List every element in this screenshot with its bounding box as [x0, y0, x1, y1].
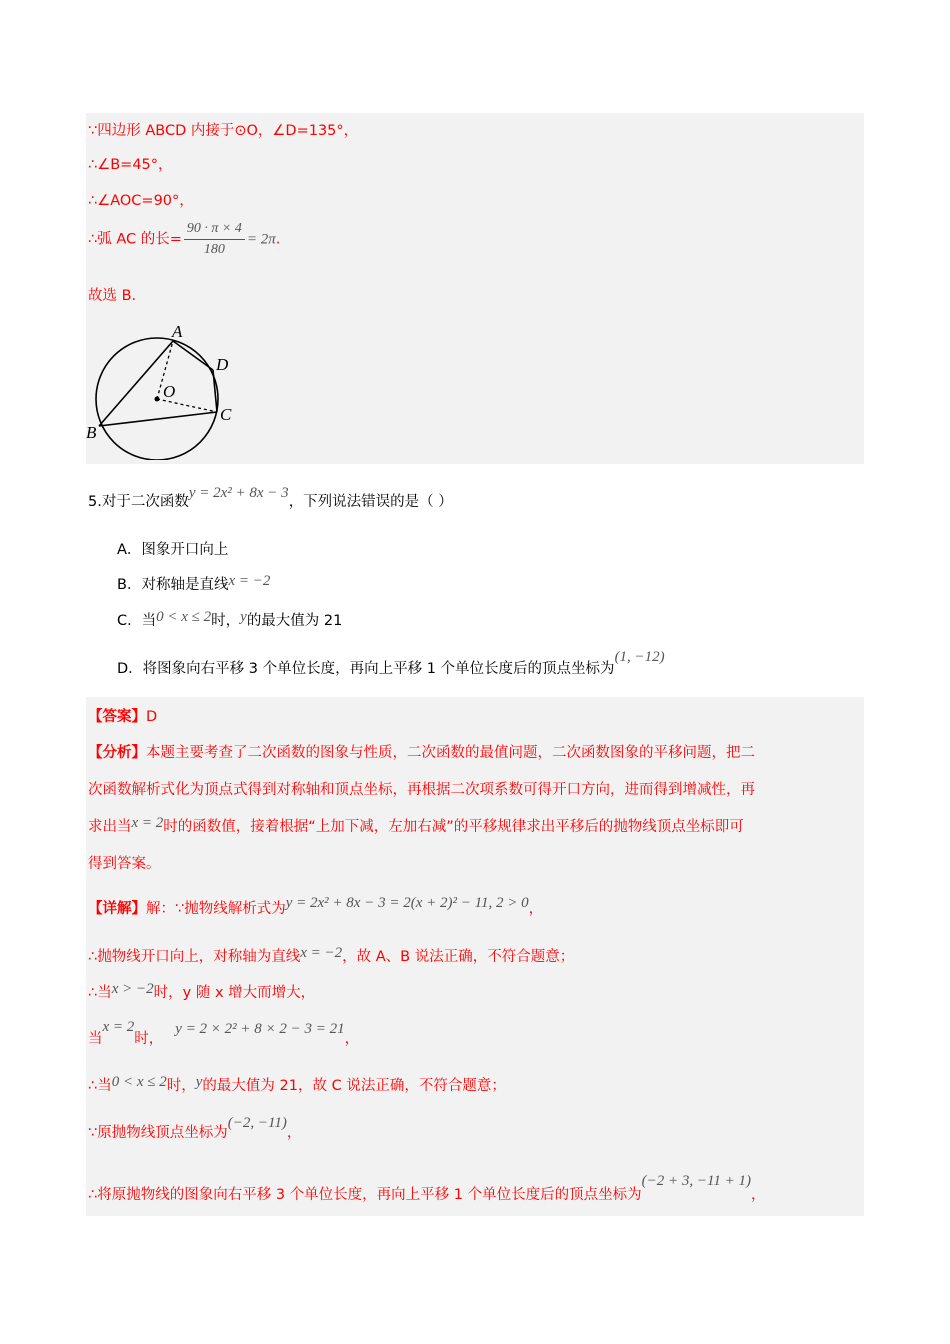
detail-line-5: [88, 1074, 506, 1095]
option-c-mid: 时，: [211, 613, 241, 629]
detail-line-4: [88, 1019, 360, 1048]
detail-text-5-suffix: 的最大值为 21，故 C 说法正确，不符合题意；: [202, 1078, 506, 1094]
detail-text-2-prefix: ∴抛物线开口向上，对称轴为直线: [88, 949, 301, 965]
label-b: B: [86, 423, 97, 442]
detail-text-5-mid: 时，: [166, 1078, 196, 1094]
option-c: [117, 609, 342, 630]
answer-tag: 【答案】: [88, 709, 146, 725]
option-c-text: C．当: [117, 613, 157, 629]
detail-math-5: 0 < x ≤ 2: [111, 1074, 167, 1090]
fraction-denominator: 180: [203, 242, 225, 257]
analysis-line-2: 次函数解析式化为顶点式得到对称轴和顶点坐标，再根据二次项系数可得开口方向，进而得到增减性，再: [88, 782, 755, 798]
detail-text-6-prefix: ∵原抛物线顶点坐标为: [88, 1125, 228, 1141]
arc-length-prefix: ∴弧 AC 的长=: [88, 231, 182, 248]
detail-math-6: (−2, −11): [227, 1115, 287, 1131]
option-d: [117, 649, 665, 678]
solution-line-4: [88, 221, 280, 258]
detail-text-1-prefix: 解：∵抛物线解析式为: [146, 901, 286, 917]
detail-text-3-suffix: 时，y 随 x 增大而增大，: [153, 985, 316, 1001]
option-b: [117, 573, 270, 594]
detail-text-4-mid: 时，: [134, 1031, 164, 1047]
analysis-line-4: 得到答案。: [88, 856, 161, 872]
analysis-tag: 【分析】: [88, 745, 146, 761]
detail-line-7: [88, 1173, 766, 1204]
detail-text-7-prefix: ∴将原抛物线的图象向右平移 3 个单位长度，再向上平移 1 个单位长度后的顶点坐标为: [88, 1187, 642, 1203]
solution-line-2: ∴∠B=45°，: [88, 157, 173, 173]
detail-math-1: y = 2x² + 8x − 3 = 2(x + 2)² − 11, 2 > 0: [285, 895, 529, 911]
detail-math-5b: y: [195, 1074, 203, 1090]
solution-line-3: ∴∠AOC=90°，: [88, 193, 194, 209]
label-d: D: [216, 355, 229, 374]
question-function: y = 2x² + 8x − 3: [188, 485, 289, 501]
question-stem-prefix: 5.对于二次函数: [88, 494, 189, 510]
fraction-numerator: 90 · π × 4: [184, 221, 245, 240]
detail-line-6: [88, 1115, 302, 1142]
arc-length-end: .: [275, 231, 281, 248]
analysis-text-1: 本题主要考查了二次函数的图象与性质，二次函数的最值问题，二次函数图象的平移问题，把二: [146, 745, 755, 761]
option-c-suffix: 的最大值为 21: [246, 613, 343, 629]
detail-math-2: x = −2: [300, 945, 343, 961]
solution-line-1: ∵四边形 ABCD 内接于⊙O，∠D=135°，: [88, 123, 359, 139]
option-a-text: A．图象开口向上: [117, 542, 229, 558]
detail-tag: 【详解】: [88, 901, 146, 917]
detail-math-4: x = 2: [102, 1019, 135, 1035]
previous-solution-block: [86, 113, 864, 464]
detail-text-7-suffix: ，: [750, 1187, 766, 1203]
detail-line-2: [88, 945, 574, 966]
question-stem: [88, 485, 453, 511]
arc-length-fraction: [184, 221, 245, 258]
chord-ba: [99, 341, 176, 426]
chord-ad: [173, 341, 213, 370]
option-d-text: D．将图象向右平移 3 个单位长度，再向上平移 1 个单位长度后的顶点坐标为: [117, 661, 615, 677]
detail-text-6-suffix: ，: [286, 1125, 302, 1141]
question-stem-suffix: ，下列说法错误的是（ ）: [288, 494, 453, 510]
detail-math-7: (−2 + 3, −11 + 1): [641, 1173, 751, 1189]
option-a: [117, 538, 228, 559]
chord-bc: [99, 412, 217, 426]
option-c-math2: y: [240, 609, 247, 625]
detail-math-4b: y = 2 × 2² + 8 × 2 − 3 = 21: [175, 1021, 345, 1037]
detail-text-4-prefix: 当: [88, 1031, 103, 1047]
chord-dc: [213, 370, 217, 412]
option-d-math: (1, −12): [614, 649, 665, 665]
circle-figure: [86, 325, 246, 460]
label-o: O: [163, 382, 176, 401]
detail-text-2-suffix: ，故 A、B 说法正确，不符合题意；: [342, 949, 575, 965]
analysis-line-1: [88, 741, 755, 762]
analysis-text-3-prefix: 求出当: [88, 819, 132, 835]
answer-block: [86, 697, 864, 1216]
option-b-math: x = −2: [228, 573, 271, 589]
detail-text-4-suffix: ，: [344, 1031, 360, 1047]
arc-length-result: = 2π: [246, 231, 276, 248]
answer-line: [88, 705, 157, 726]
analysis-math-3: x = 2: [131, 815, 164, 831]
solution-line-5: 故选 B．: [88, 288, 147, 304]
detail-line-3: [88, 981, 315, 1002]
label-a: A: [172, 325, 183, 341]
analysis-text-3-suffix: 时的函数值，接着根据“上加下减，左加右减”的平移规律求出平移后的抛物线顶点坐标即可: [163, 819, 744, 835]
analysis-line-3: [88, 815, 744, 836]
option-b-text: B．对称轴是直线: [117, 577, 229, 593]
option-c-math: 0 < x ≤ 2: [156, 609, 212, 625]
center-point: [155, 397, 160, 402]
detail-text-5-prefix: ∴当: [88, 1078, 112, 1094]
detail-text-3-prefix: ∴当: [88, 985, 112, 1001]
label-c: C: [220, 405, 232, 424]
detail-line-1: [88, 897, 543, 918]
detail-math-3: x > −2: [111, 981, 154, 997]
answer-value: D: [146, 709, 158, 725]
detail-text-1-suffix: ，: [528, 901, 544, 917]
